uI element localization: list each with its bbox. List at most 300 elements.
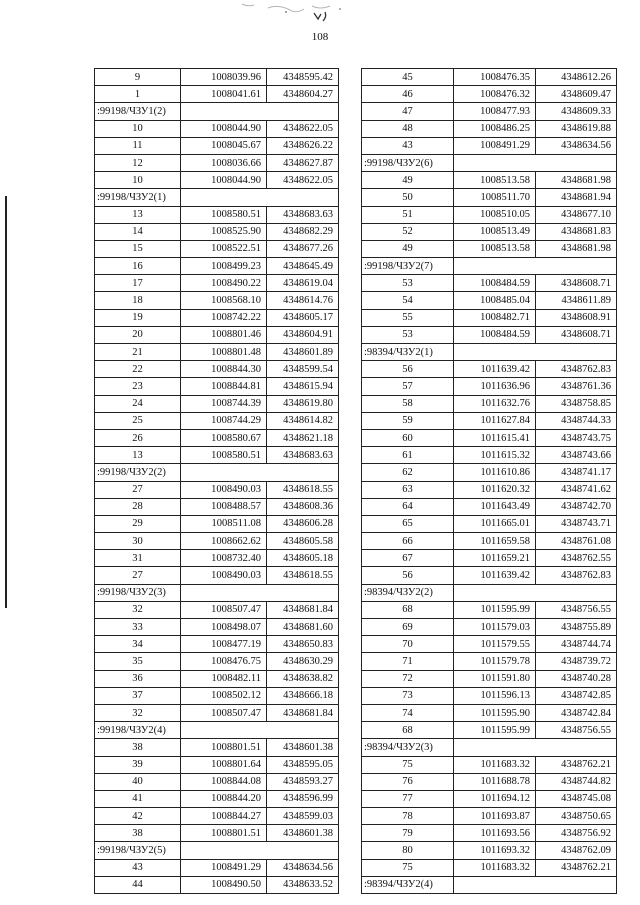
table-row [95,601,339,618]
table-row [362,687,617,704]
y-coordinate-cell: 4348595.42 [267,69,339,86]
x-coordinate-cell: 1008507.47 [181,704,267,721]
section-header-row [95,189,339,206]
x-coordinate-cell: 1011579.55 [454,636,536,653]
table-row [95,756,339,773]
point-number-cell: 47 [362,103,454,120]
y-coordinate-cell: 4348742.70 [536,498,617,515]
table-row [95,258,339,275]
y-coordinate-cell: 4348682.29 [267,223,339,240]
section-header-row [95,103,339,120]
point-number-cell: 50 [362,189,454,206]
x-coordinate-cell: 1008510.05 [454,206,536,223]
y-coordinate-cell: 4348609.47 [536,86,617,103]
x-coordinate-cell: 1008482.71 [454,309,536,326]
point-number-cell: 65 [362,515,454,532]
point-number-cell: 55 [362,309,454,326]
x-coordinate-cell: 1008490.50 [181,876,267,893]
point-number-cell: 53 [362,275,454,292]
coordinates-table-left [94,68,339,894]
y-coordinate-cell: 4348638.82 [267,670,339,687]
section-label: :99198/ЧЗУ2(1) [95,189,181,206]
table-row [362,567,617,584]
x-coordinate-cell: 1008511.08 [181,515,267,532]
y-coordinate-cell: 4348756.55 [536,601,617,618]
point-number-cell: 43 [95,859,181,876]
y-coordinate-cell: 4348627.87 [267,154,339,171]
table-row [95,412,339,429]
point-number-cell: 38 [95,825,181,842]
x-coordinate-cell: 1008477.19 [181,636,267,653]
x-coordinate-cell: 1008801.51 [181,739,267,756]
point-number-cell: 27 [95,567,181,584]
y-coordinate-cell: 4348619.04 [267,275,339,292]
table-row [362,670,617,687]
table-row [95,808,339,825]
x-coordinate-cell: 1008744.29 [181,412,267,429]
empty-cell [181,464,339,481]
table-row [95,636,339,653]
coordinates-table-right [361,68,617,894]
point-number-cell: 1 [95,86,181,103]
table-row [362,378,617,395]
y-coordinate-cell: 4348609.33 [536,103,617,120]
empty-cell [454,584,617,601]
y-coordinate-cell: 4348683.63 [267,206,339,223]
y-coordinate-cell: 4348650.83 [267,636,339,653]
point-number-cell: 64 [362,498,454,515]
table-row [362,429,617,446]
point-number-cell: 80 [362,842,454,859]
point-number-cell: 17 [95,275,181,292]
point-number-cell: 22 [95,361,181,378]
x-coordinate-cell: 1008801.64 [181,756,267,773]
y-coordinate-cell: 4348743.66 [536,447,617,464]
section-header-row [362,344,617,361]
y-coordinate-cell: 4348755.89 [536,619,617,636]
section-label: :99198/ЧЗУ1(2) [95,103,181,120]
table-row [362,189,617,206]
y-coordinate-cell: 4348619.80 [267,395,339,412]
section-label: :99198/ЧЗУ2(3) [95,584,181,601]
point-number-cell: 46 [362,86,454,103]
point-number-cell: 31 [95,550,181,567]
x-coordinate-cell: 1011636.96 [454,378,536,395]
x-coordinate-cell: 1008036.66 [181,154,267,171]
y-coordinate-cell: 4348608.71 [536,326,617,343]
y-coordinate-cell: 4348740.28 [536,670,617,687]
y-coordinate-cell: 4348743.71 [536,515,617,532]
table-row [95,550,339,567]
point-number-cell: 57 [362,378,454,395]
table-row [362,842,617,859]
table-row [95,292,339,309]
x-coordinate-cell: 1011579.03 [454,619,536,636]
x-coordinate-cell: 1008044.90 [181,172,267,189]
y-coordinate-cell: 4348677.26 [267,240,339,257]
x-coordinate-cell: 1011620.32 [454,481,536,498]
x-coordinate-cell: 1008580.67 [181,429,267,446]
table-row [362,240,617,257]
y-coordinate-cell: 4348741.17 [536,464,617,481]
table-row [362,309,617,326]
y-coordinate-cell: 4348744.82 [536,773,617,790]
x-coordinate-cell: 1008801.46 [181,326,267,343]
x-coordinate-cell: 1011688.78 [454,773,536,790]
point-number-cell: 27 [95,481,181,498]
y-coordinate-cell: 4348762.83 [536,567,617,584]
point-number-cell: 62 [362,464,454,481]
x-coordinate-cell: 1008568.10 [181,292,267,309]
y-coordinate-cell: 4348633.52 [267,876,339,893]
section-header-row [95,722,339,739]
section-header-row [95,464,339,481]
point-number-cell: 10 [95,172,181,189]
x-coordinate-cell: 1011579.78 [454,653,536,670]
x-coordinate-cell: 1008491.29 [454,137,536,154]
y-coordinate-cell: 4348683.63 [267,447,339,464]
x-coordinate-cell: 1008476.75 [181,653,267,670]
y-coordinate-cell: 4348630.29 [267,653,339,670]
y-coordinate-cell: 4348762.83 [536,361,617,378]
y-coordinate-cell: 4348762.55 [536,550,617,567]
table-row [362,859,617,876]
y-coordinate-cell: 4348596.99 [267,790,339,807]
x-coordinate-cell: 1008844.30 [181,361,267,378]
table-row [362,447,617,464]
y-coordinate-cell: 4348599.03 [267,808,339,825]
x-coordinate-cell: 1011693.87 [454,808,536,825]
table-row [95,361,339,378]
point-number-cell: 35 [95,653,181,670]
table-row [95,567,339,584]
x-coordinate-cell: 1008744.39 [181,395,267,412]
y-coordinate-cell: 4348744.74 [536,636,617,653]
table-row [362,275,617,292]
y-coordinate-cell: 4348758.85 [536,395,617,412]
y-coordinate-cell: 4348601.38 [267,825,339,842]
y-coordinate-cell: 4348756.55 [536,722,617,739]
table-row [362,636,617,653]
table-row [362,103,617,120]
y-coordinate-cell: 4348615.94 [267,378,339,395]
table-row [95,687,339,704]
x-coordinate-cell: 1008507.47 [181,601,267,618]
table-row [95,172,339,189]
x-coordinate-cell: 1008844.81 [181,378,267,395]
x-coordinate-cell: 1011591.80 [454,670,536,687]
table-row [95,326,339,343]
table-row [95,790,339,807]
x-coordinate-cell: 1008844.20 [181,790,267,807]
point-number-cell: 34 [95,636,181,653]
y-coordinate-cell: 4348611.89 [536,292,617,309]
x-coordinate-cell: 1008488.57 [181,498,267,515]
x-coordinate-cell: 1008732.40 [181,550,267,567]
table-row [95,670,339,687]
table-row [95,86,339,103]
point-number-cell: 74 [362,704,454,721]
table-row [95,859,339,876]
section-header-row [95,842,339,859]
y-coordinate-cell: 4348645.49 [267,258,339,275]
y-coordinate-cell: 4348761.08 [536,533,617,550]
table-row [362,550,617,567]
y-coordinate-cell: 4348677.10 [536,206,617,223]
x-coordinate-cell: 1008490.03 [181,481,267,498]
table-row [95,653,339,670]
point-number-cell: 36 [95,670,181,687]
section-label: :99198/ЧЗУ2(4) [95,722,181,739]
y-coordinate-cell: 4348604.91 [267,326,339,343]
y-coordinate-cell: 4348608.36 [267,498,339,515]
y-coordinate-cell: 4348614.76 [267,292,339,309]
x-coordinate-cell: 1011693.56 [454,825,536,842]
point-number-cell: 61 [362,447,454,464]
point-number-cell: 77 [362,790,454,807]
table-row [362,756,617,773]
empty-cell [454,258,617,275]
x-coordinate-cell: 1008742.22 [181,309,267,326]
section-header-row [362,584,617,601]
point-number-cell: 9 [95,69,181,86]
y-coordinate-cell: 4348614.82 [267,412,339,429]
x-coordinate-cell: 1008801.51 [181,825,267,842]
table-row [362,533,617,550]
table-row [95,395,339,412]
x-coordinate-cell: 1008039.96 [181,69,267,86]
point-number-cell: 21 [95,344,181,361]
point-number-cell: 43 [362,137,454,154]
x-coordinate-cell: 1008499.23 [181,258,267,275]
x-coordinate-cell: 1008525.90 [181,223,267,240]
y-coordinate-cell: 4348621.18 [267,429,339,446]
empty-cell [181,103,339,120]
section-header-row [362,258,617,275]
point-number-cell: 73 [362,687,454,704]
table-row [362,619,617,636]
table-row [362,361,617,378]
x-coordinate-cell: 1011596.13 [454,687,536,704]
point-number-cell: 70 [362,636,454,653]
x-coordinate-cell: 1008801.48 [181,344,267,361]
y-coordinate-cell: 4348605.17 [267,309,339,326]
point-number-cell: 41 [95,790,181,807]
x-coordinate-cell: 1011665.01 [454,515,536,532]
x-coordinate-cell: 1008513.58 [454,172,536,189]
x-coordinate-cell: 1011659.58 [454,533,536,550]
x-coordinate-cell: 1008580.51 [181,206,267,223]
y-coordinate-cell: 4348626.22 [267,137,339,154]
table-row [95,309,339,326]
x-coordinate-cell: 1011639.42 [454,361,536,378]
point-number-cell: 79 [362,825,454,842]
y-coordinate-cell: 4348681.94 [536,189,617,206]
point-number-cell: 25 [95,412,181,429]
x-coordinate-cell: 1008511.70 [454,189,536,206]
table-row [362,395,617,412]
y-coordinate-cell: 4348605.18 [267,550,339,567]
section-label: :99198/ЧЗУ2(6) [362,154,454,171]
table-row [362,86,617,103]
table-row [95,154,339,171]
table-row [95,344,339,361]
x-coordinate-cell: 1008484.59 [454,275,536,292]
x-coordinate-cell: 1008477.93 [454,103,536,120]
point-number-cell: 71 [362,653,454,670]
y-coordinate-cell: 4348681.84 [267,601,339,618]
y-coordinate-cell: 4348618.55 [267,567,339,584]
x-coordinate-cell: 1011595.99 [454,601,536,618]
faint-stamp-mark [228,0,388,24]
page-number: 108 [311,31,329,43]
x-coordinate-cell: 1011643.49 [454,498,536,515]
point-number-cell: 24 [95,395,181,412]
point-number-cell: 63 [362,481,454,498]
section-label: :99198/ЧЗУ2(2) [95,464,181,481]
point-number-cell: 11 [95,137,181,154]
x-coordinate-cell: 1008041.61 [181,86,267,103]
table-row [362,172,617,189]
table-row [362,206,617,223]
x-coordinate-cell: 1011595.90 [454,704,536,721]
x-coordinate-cell: 1008482.11 [181,670,267,687]
table-row [362,223,617,240]
table-row [95,481,339,498]
point-number-cell: 60 [362,429,454,446]
y-coordinate-cell: 4348741.62 [536,481,617,498]
x-coordinate-cell: 1008485.04 [454,292,536,309]
x-coordinate-cell: 1008490.22 [181,275,267,292]
table-row [95,223,339,240]
y-coordinate-cell: 4348606.28 [267,515,339,532]
y-coordinate-cell: 4348756.92 [536,825,617,842]
x-coordinate-cell: 1008662.62 [181,533,267,550]
x-coordinate-cell: 1008491.29 [181,859,267,876]
point-number-cell: 67 [362,550,454,567]
margin-binding-line [5,196,7,608]
y-coordinate-cell: 4348681.98 [536,172,617,189]
x-coordinate-cell: 1008490.03 [181,567,267,584]
point-number-cell: 49 [362,240,454,257]
point-number-cell: 54 [362,292,454,309]
y-coordinate-cell: 4348605.58 [267,533,339,550]
table-row [95,773,339,790]
point-number-cell: 33 [95,619,181,636]
point-number-cell: 53 [362,326,454,343]
x-coordinate-cell: 1008484.59 [454,326,536,343]
x-coordinate-cell: 1011683.32 [454,859,536,876]
y-coordinate-cell: 4348634.56 [267,859,339,876]
x-coordinate-cell: 1011632.76 [454,395,536,412]
table-row [95,69,339,86]
x-coordinate-cell: 1008522.51 [181,240,267,257]
y-coordinate-cell: 4348762.21 [536,859,617,876]
table-row [95,619,339,636]
point-number-cell: 15 [95,240,181,257]
point-number-cell: 26 [95,429,181,446]
point-number-cell: 72 [362,670,454,687]
y-coordinate-cell: 4348612.26 [536,69,617,86]
empty-cell [454,739,617,756]
table-row [95,429,339,446]
point-number-cell: 16 [95,258,181,275]
y-coordinate-cell: 4348601.89 [267,344,339,361]
y-coordinate-cell: 4348604.27 [267,86,339,103]
point-number-cell: 10 [95,120,181,137]
table-row [95,240,339,257]
point-number-cell: 32 [95,704,181,721]
point-number-cell: 20 [95,326,181,343]
point-number-cell: 51 [362,206,454,223]
section-label: :98394/ЧЗУ2(3) [362,739,454,756]
section-label: :98394/ЧЗУ2(2) [362,584,454,601]
table-row [95,275,339,292]
section-label: :99198/ЧЗУ2(5) [95,842,181,859]
point-number-cell: 18 [95,292,181,309]
table-row [362,515,617,532]
table-row [362,292,617,309]
table-row [95,825,339,842]
table-row [362,137,617,154]
y-coordinate-cell: 4348599.54 [267,361,339,378]
table-row [95,447,339,464]
y-coordinate-cell: 4348681.60 [267,619,339,636]
point-number-cell: 45 [362,69,454,86]
x-coordinate-cell: 1011595.99 [454,722,536,739]
table-row [95,206,339,223]
y-coordinate-cell: 4348601.38 [267,739,339,756]
x-coordinate-cell: 1008044.90 [181,120,267,137]
table-row [362,704,617,721]
table-row [362,498,617,515]
point-number-cell: 29 [95,515,181,532]
point-number-cell: 68 [362,601,454,618]
y-coordinate-cell: 4348744.33 [536,412,617,429]
x-coordinate-cell: 1008513.49 [454,223,536,240]
table-row [95,120,339,137]
empty-cell [181,189,339,206]
point-number-cell: 13 [95,206,181,223]
table-row [95,704,339,721]
table-row [95,378,339,395]
y-coordinate-cell: 4348762.09 [536,842,617,859]
y-coordinate-cell: 4348750.65 [536,808,617,825]
x-coordinate-cell: 1011615.32 [454,447,536,464]
point-number-cell: 66 [362,533,454,550]
section-header-row [362,154,617,171]
point-number-cell: 37 [95,687,181,704]
point-number-cell: 49 [362,172,454,189]
point-number-cell: 52 [362,223,454,240]
y-coordinate-cell: 4348745.08 [536,790,617,807]
x-coordinate-cell: 1011615.41 [454,429,536,446]
y-coordinate-cell: 4348681.98 [536,240,617,257]
point-number-cell: 75 [362,756,454,773]
point-number-cell: 38 [95,739,181,756]
y-coordinate-cell: 4348622.05 [267,172,339,189]
point-number-cell: 13 [95,447,181,464]
point-number-cell: 48 [362,120,454,137]
x-coordinate-cell: 1011610.86 [454,464,536,481]
table-row [362,412,617,429]
point-number-cell: 14 [95,223,181,240]
x-coordinate-cell: 1011627.84 [454,412,536,429]
table-row [362,790,617,807]
table-row [362,120,617,137]
y-coordinate-cell: 4348742.85 [536,687,617,704]
point-number-cell: 56 [362,361,454,378]
